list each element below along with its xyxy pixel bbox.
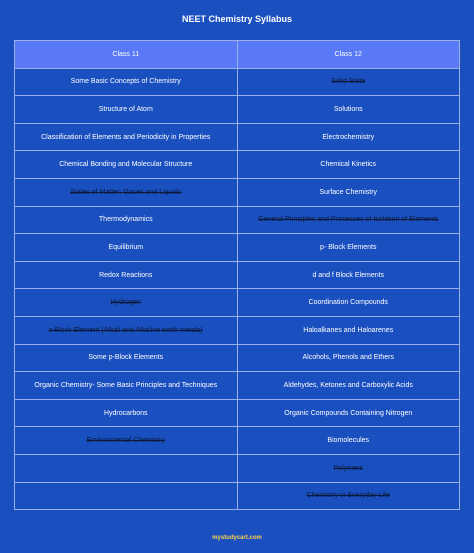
class-11-topic-cell: Classification of Elements and Periodicity in Properties [15,123,238,151]
table-row [15,206,460,234]
class-12-topic-cell: General Principles and Processes of Isolation of Elements [237,206,460,234]
table-row [15,234,460,262]
class-11-topic-cell: Structure of Atom [15,96,238,124]
class-11-topic-cell: Some Basic Concepts of Chemistry [15,68,238,96]
class-12-topic-cell: Solid State [237,68,460,96]
class-12-topic-cell: Electrochemistry [237,123,460,151]
class-12-topic-cell: Aldehydes, Ketones and Carboxylic Acids [237,372,460,400]
class-12-topic-cell: Haloalkanes and Haloarenes [237,316,460,344]
table-row [15,454,460,482]
table-row [15,261,460,289]
class-12-topic-cell: Alcohols, Phenols and Ethers [237,344,460,372]
class-11-topic-cell: States of Matter: Gases and Liquids [15,178,238,206]
class-11-topic-cell: Thermodynamics [15,206,238,234]
table-row [15,399,460,427]
class-11-topic-cell: Some p-Block Elements [15,344,238,372]
class-12-topic-cell: Coordination Compounds [237,289,460,317]
class-11-topic-cell: Equilibrium [15,234,238,262]
class-12-topic-cell: Chemical Kinetics [237,151,460,179]
table-row [15,316,460,344]
class-12-topic-cell: Solutions [237,96,460,124]
syllabus-rows [15,68,460,510]
syllabus-table [14,40,460,510]
class-11-topic-cell [15,454,238,482]
table-row [15,289,460,317]
class-12-topic-cell: Polymers [237,454,460,482]
class-12-topic-cell: Chemistry in Everyday Life [237,482,460,510]
class-11-topic-cell [15,482,238,510]
footer-brand: mystudycart.com [212,535,262,541]
class-12-topic-cell: p- Block Elements [237,234,460,262]
class-11-topic-cell: Organic Chemistry- Some Basic Principles and Techniques [15,372,238,400]
class-12-topic-cell: Biomolecules [237,427,460,455]
class-12-topic-cell: d and f Block Elements [237,261,460,289]
class-11-topic-cell: Chemical Bonding and Molecular Structure [15,151,238,179]
header-row [15,41,460,69]
class-11-topic-cell: Environmental Chemistry [15,427,238,455]
table-row [15,151,460,179]
class-11-topic-cell: s-Block Element (Alkali and Alkaline earth metals) [15,316,238,344]
table-row [15,123,460,151]
table-row [15,344,460,372]
class-11-topic-cell: Hydrocarbons [15,399,238,427]
table-row [15,482,460,510]
table-row [15,427,460,455]
page-title: NEET Chemistry Syllabus [181,14,293,24]
class-12-topic-cell: Surface Chemistry [237,178,460,206]
class-11-topic-cell: Redox Reactions [15,261,238,289]
table-row [15,96,460,124]
class-11-topic-cell: Hydrogen [15,289,238,317]
column-header-class-12: Class 12 [237,41,460,69]
class-12-topic-cell: Organic Compounds Containing Nitrogen [237,399,460,427]
table-row [15,178,460,206]
table-row [15,372,460,400]
column-header-class-11: Class 11 [15,41,238,69]
table-row [15,68,460,96]
